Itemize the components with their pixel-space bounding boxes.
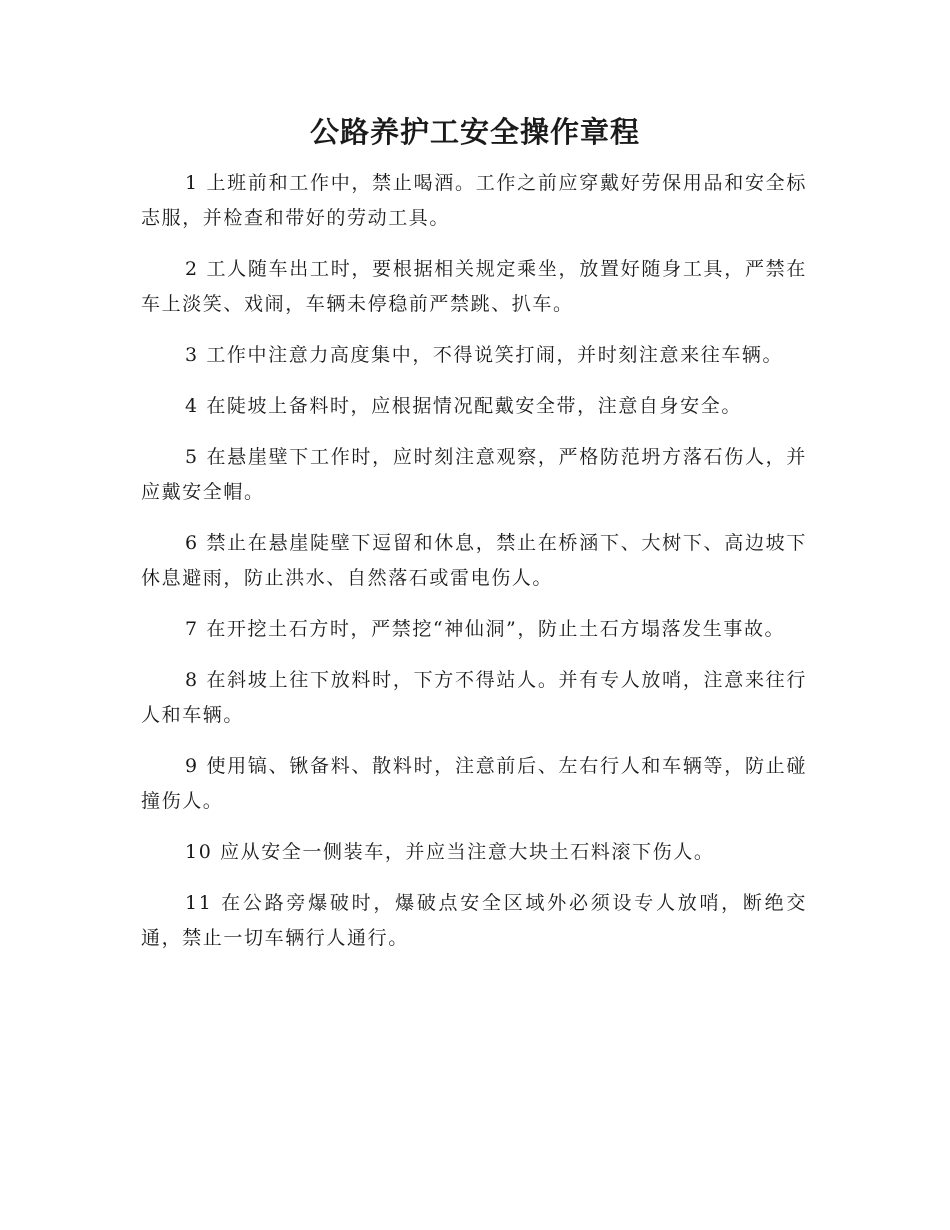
paragraph-11: 11 在公路旁爆破时，爆破点安全区域外必须设专人放哨，断绝交通，禁止一切车辆行人通行。 [141, 892, 807, 949]
paragraph-2: 2 工人随车出工时，要根据相关规定乘坐，放置好随身工具，严禁在车上淡笑、戏闹，车辆未停稳前严禁跳、扒车。 [141, 258, 807, 315]
paragraph-5: 5 在悬崖壁下工作时，应时刻注意观察，严格防范坍方落石伤人，并应戴安全帽。 [141, 446, 807, 503]
paragraph-3: 3 工作中注意力高度集中，不得说笑打闹，并时刻注意来往车辆。 [185, 344, 784, 366]
paragraph-9: 9 使用镐、锹备料、散料时，注意前后、左右行人和车辆等，防止碰撞伤人。 [141, 755, 807, 812]
paragraph-4: 4 在陡坡上备料时，应根据情况配戴安全带，注意自身安全。 [185, 395, 742, 417]
document-body [141, 166, 807, 972]
paragraph-6: 6 禁止在悬崖陡壁下逗留和休息，禁止在桥涵下、大树下、高边坡下休息避雨，防止洪水、自然落石或雷电伤人。 [141, 532, 807, 589]
paragraph-10: 10 应从安全一侧装车，并应当注意大块土石料滚下伤人。 [185, 841, 715, 863]
paragraph-8: 8 在斜坡上往下放料时，下方不得站人。并有专人放哨，注意来往行人和车辆。 [141, 669, 807, 726]
paragraph-7: 7 在开挖土石方时，严禁挖“神仙洞”，防止土石方塌落发生事故。 [185, 618, 786, 640]
paragraph-1: 1 上班前和工作中，禁止喝酒。工作之前应穿戴好劳保用品和安全标志服，并检查和带好的劳动工具。 [141, 172, 807, 229]
document-title: 公路养护工安全操作章程 [309, 115, 640, 149]
